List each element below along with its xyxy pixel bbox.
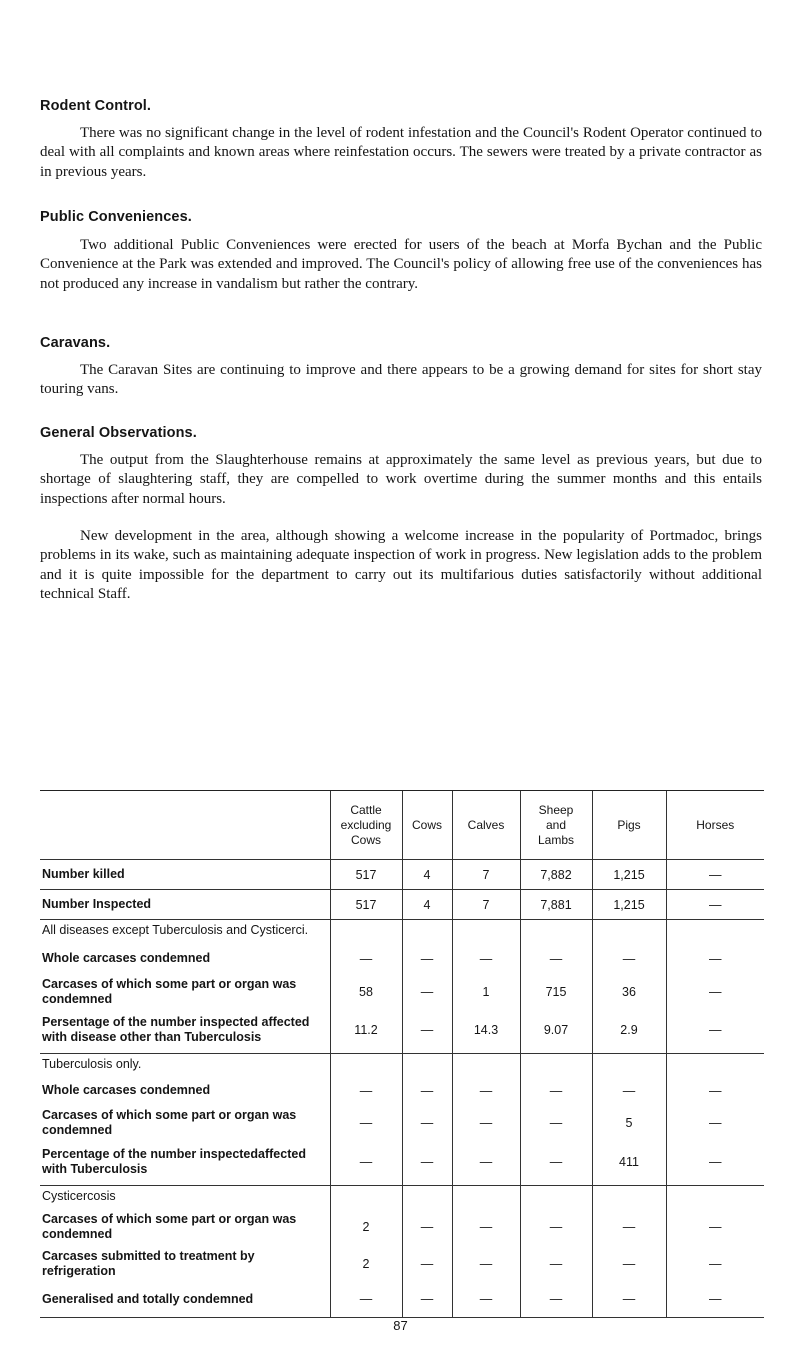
table-row	[40, 1282, 764, 1318]
table-cell: —	[666, 1282, 764, 1318]
row-label: Carcases of which some part or organ was condemned	[42, 976, 297, 1006]
column-header	[592, 791, 666, 860]
table-cell	[452, 920, 520, 942]
table-cell: 36	[592, 976, 666, 1008]
table-cell: —	[520, 1208, 592, 1246]
heading-caravans: Caravans.	[40, 335, 111, 351]
paragraph-caravans: The Caravan Sites are continuing to improve and there appears to be a growing demand for sites for short stay touring vans.	[40, 362, 762, 398]
table-cell: 517	[330, 860, 402, 890]
table-cell	[666, 920, 764, 942]
table-cell	[330, 920, 402, 942]
paragraph-general-observations-1: The output from the Slaughterhouse remains at approximately the same level as previous years, but due to shortage of slaughtering staff, they are compelled to work overtime during the summer months and this entails inspections after normal hours.	[40, 452, 762, 507]
table-cell: —	[592, 1246, 666, 1282]
table-cell: 4	[402, 860, 452, 890]
table-cell: —	[402, 1008, 452, 1054]
table-cell: —	[452, 1106, 520, 1140]
table-cell: 58	[330, 976, 402, 1008]
table-cell: 7	[452, 890, 520, 920]
table-row	[40, 1208, 764, 1246]
table-cell: 5	[592, 1106, 666, 1140]
table-cell: —	[520, 1246, 592, 1282]
paragraph-rodent-control: There was no significant change in the level of rodent infestation and the Council's Rodent Operator continued to deal with all complaints and known areas where reinfestation occurs. The sewers were treated by a private contractor as in previous years.	[40, 125, 762, 180]
table-row	[40, 976, 764, 1008]
table-cell: —	[520, 1282, 592, 1318]
column-header-line: Sheep	[538, 802, 574, 817]
table-cell: 11.2	[330, 1008, 402, 1054]
table-row	[40, 1076, 764, 1106]
row-label: Percentage of the number inspectedaffected with Tuberculosis	[42, 1147, 306, 1177]
table-cell: —	[402, 1282, 452, 1318]
table-cell: 1,215	[592, 860, 666, 890]
row-label: Carcases of which some part or organ was condemned	[42, 1211, 297, 1241]
table-cell	[520, 1054, 592, 1076]
table-cell	[402, 920, 452, 942]
table-cell: —	[520, 1106, 592, 1140]
table-cell: —	[402, 1106, 452, 1140]
table-cell: —	[520, 1140, 592, 1186]
table-cell: —	[402, 976, 452, 1008]
table-cell: —	[452, 1282, 520, 1318]
page-number: 87	[393, 1318, 408, 1333]
table-cell	[520, 920, 592, 942]
table-header-row	[40, 791, 764, 860]
table-row	[40, 942, 764, 976]
table-cell: —	[520, 942, 592, 976]
table-row	[40, 1008, 764, 1054]
table-cell	[452, 1186, 520, 1208]
column-header-line: excluding	[340, 817, 392, 832]
table-cell	[452, 1054, 520, 1076]
table-cell: —	[402, 1246, 452, 1282]
table-cell: —	[452, 1208, 520, 1246]
column-header	[452, 791, 520, 860]
table-cell: 7	[452, 860, 520, 890]
table-cell	[592, 1186, 666, 1208]
row-label: Tuberculosis only.	[40, 1054, 330, 1076]
heading-general-observations: General Observations.	[40, 425, 197, 441]
row-label: Generalised and totally condemned	[40, 1282, 330, 1318]
paragraph-general-observations-2: New development in the area, although showing a welcome increase in the popularity of Portmadoc, brings problems in its wake, such as maintaining adequate inspection of work in progress. New legislation adds to the problem and it is quite impossible for the department to carry out its multifarious duties satisfactorily without additional technical Staff.	[40, 528, 762, 603]
table-cell: —	[666, 860, 764, 890]
meat-inspection-table	[40, 790, 764, 1318]
column-header-line: Cows	[411, 817, 442, 832]
row-label: Persentage of the number inspected affected with disease other than Tuberculosis	[42, 1015, 310, 1045]
table-cell: —	[592, 942, 666, 976]
table-cell: —	[666, 1140, 764, 1186]
table-cell: —	[666, 1076, 764, 1106]
table-cell: —	[666, 1008, 764, 1054]
table-cell	[520, 1186, 592, 1208]
table-cell: 1	[452, 976, 520, 1008]
table-cell: —	[452, 1076, 520, 1106]
heading-rodent-control: Rodent Control.	[40, 98, 152, 114]
table-cell	[592, 1054, 666, 1076]
table-cell	[402, 1186, 452, 1208]
table-row	[40, 1106, 764, 1140]
table-cell	[330, 1054, 402, 1076]
table-cell: —	[592, 1076, 666, 1106]
table-row	[40, 1186, 764, 1208]
table-cell: 2	[330, 1246, 402, 1282]
table-cell: 1,215	[592, 890, 666, 920]
table-cell: 2.9	[592, 1008, 666, 1054]
paragraph-public-conveniences: Two additional Public Conveniences were erected for users of the beach at Morfa Bychan and the Public Convenience at the Park was extended and improved. The Council's policy of allowing free use of the conveniences has not produced any increase in vandalism but rather the contrary.	[40, 237, 762, 292]
table-cell	[666, 1186, 764, 1208]
row-label: All diseases except Tuberculosis and Cysticerci.	[40, 920, 330, 942]
table-cell: 14.3	[452, 1008, 520, 1054]
row-label: Whole carcases condemned	[42, 1083, 211, 1097]
table-cell: —	[666, 942, 764, 976]
row-label: Carcases submitted to treatment by refrigeration	[42, 1248, 255, 1278]
table-cell	[402, 1054, 452, 1076]
table-cell: —	[666, 890, 764, 920]
column-header-line: Lambs	[537, 832, 575, 847]
table-row	[40, 1054, 764, 1076]
table-row	[40, 1246, 764, 1282]
table-cell: —	[330, 1282, 402, 1318]
table-cell: —	[330, 942, 402, 976]
table-cell	[666, 1054, 764, 1076]
row-label: Carcases of which some part or organ was condemned	[42, 1107, 297, 1137]
table-cell: —	[330, 1106, 402, 1140]
table-cell: —	[402, 942, 452, 976]
table-cell: 7,881	[520, 890, 592, 920]
column-header-line: and	[545, 817, 567, 832]
table-cell: —	[330, 1076, 402, 1106]
column-header-line: Calves	[467, 817, 505, 832]
row-label: Cysticercosis	[40, 1186, 330, 1208]
table-cell	[330, 1186, 402, 1208]
table-cell: —	[402, 1140, 452, 1186]
table-cell: —	[666, 1246, 764, 1282]
row-label: Number Inspected	[40, 890, 330, 920]
table-cell: —	[666, 1106, 764, 1140]
column-header-line: Cattle	[350, 802, 382, 817]
table-cell: —	[402, 1208, 452, 1246]
column-header	[666, 791, 764, 860]
table-cell: —	[330, 1140, 402, 1186]
table-cell: —	[592, 1208, 666, 1246]
table-cell: 2	[330, 1208, 402, 1246]
column-header-line: Cows	[350, 832, 381, 847]
table-cell: —	[402, 1076, 452, 1106]
row-label: Whole carcases condemned	[42, 951, 211, 965]
table-cell: 715	[520, 976, 592, 1008]
table-row	[40, 920, 764, 942]
heading-public-conveniences: Public Conveniences.	[40, 209, 192, 225]
table-cell	[592, 920, 666, 942]
table-cell: —	[452, 1140, 520, 1186]
table-cell: 411	[592, 1140, 666, 1186]
table-cell: —	[452, 942, 520, 976]
table-cell: 9.07	[520, 1008, 592, 1054]
column-header-line: Horses	[696, 817, 735, 832]
column-header	[520, 791, 592, 860]
column-header	[402, 791, 452, 860]
table-cell: —	[452, 1246, 520, 1282]
table-cell: —	[666, 1208, 764, 1246]
table-row	[40, 1140, 764, 1186]
table-cell: 7,882	[520, 860, 592, 890]
table-cell: 4	[402, 890, 452, 920]
table-cell: —	[592, 1282, 666, 1318]
header-blank	[40, 791, 330, 860]
table-cell: 517	[330, 890, 402, 920]
table-row	[40, 860, 764, 890]
table-body	[40, 860, 764, 1318]
column-header	[330, 791, 402, 860]
table-cell: —	[666, 976, 764, 1008]
table-row	[40, 890, 764, 920]
column-header-line: Pigs	[617, 817, 641, 832]
row-label: Number killed	[40, 860, 330, 890]
table-cell: —	[520, 1076, 592, 1106]
